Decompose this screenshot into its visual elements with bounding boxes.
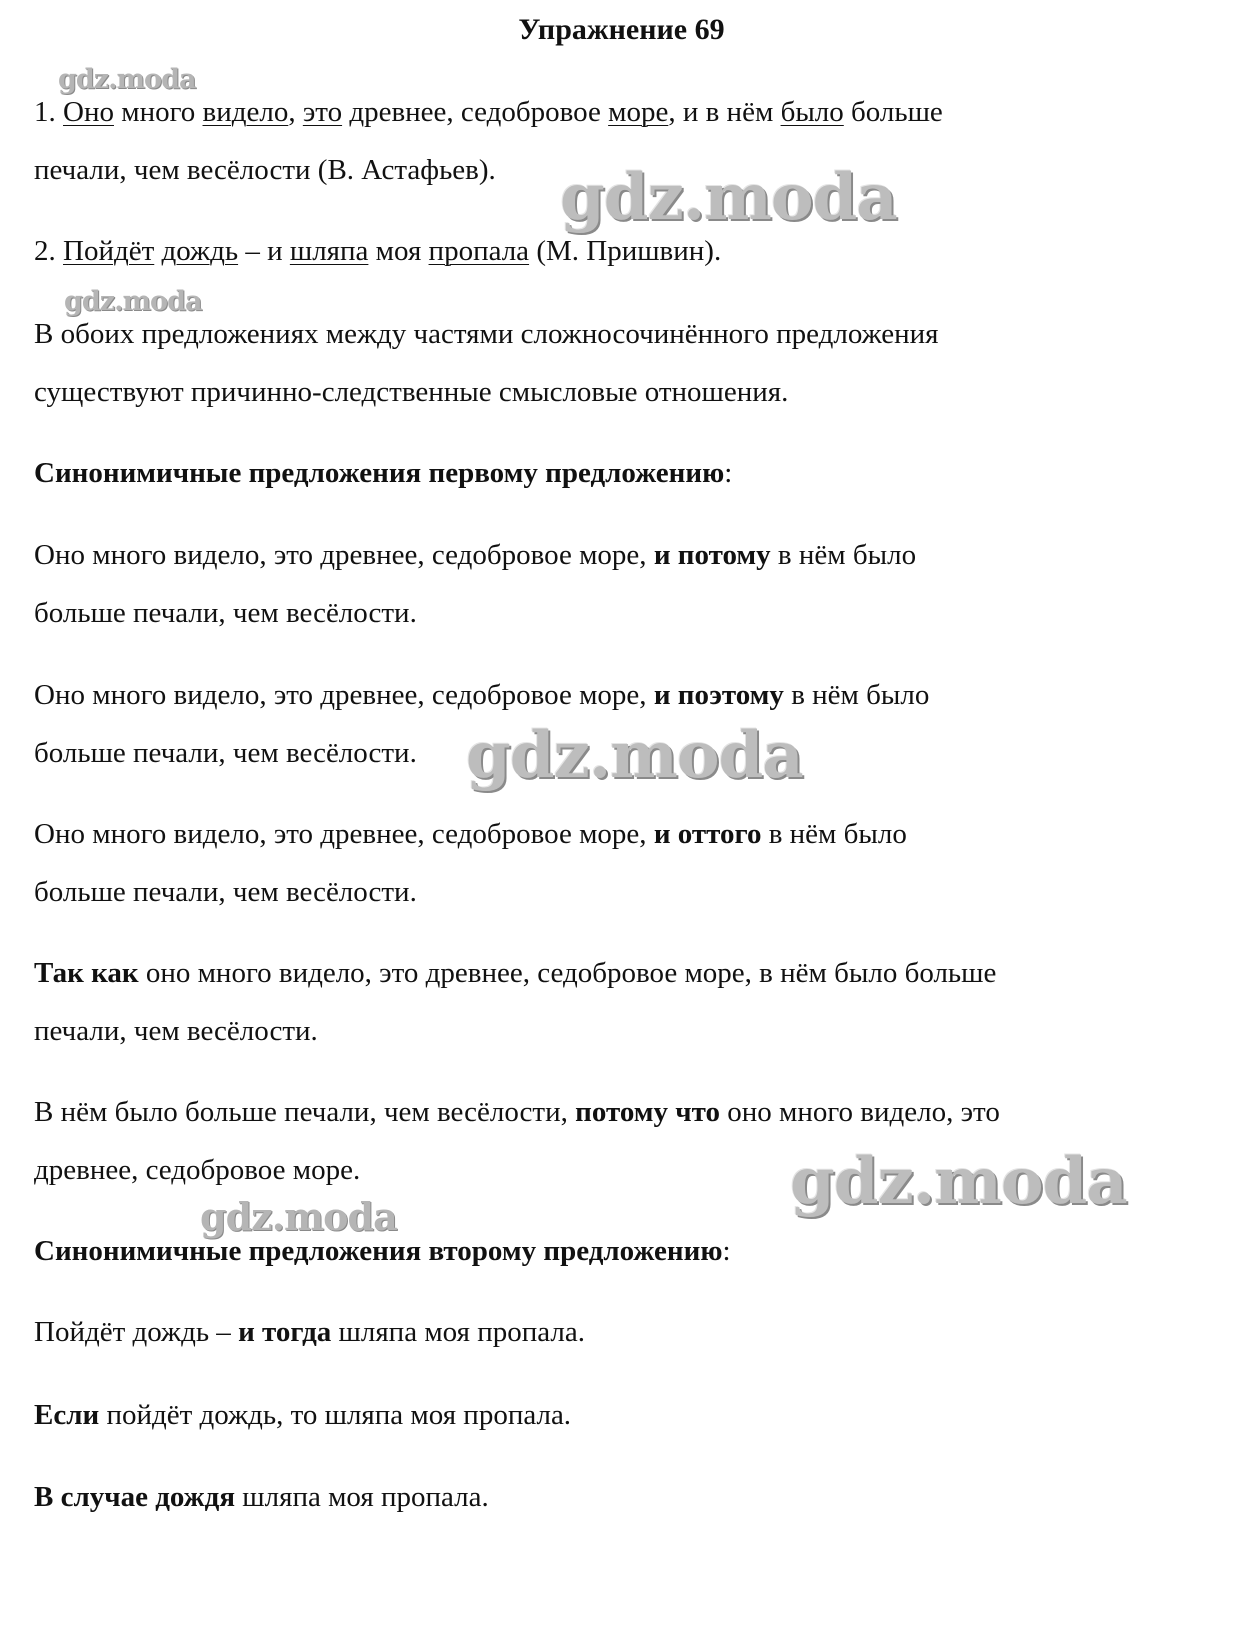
text-run: в нём было	[770, 539, 917, 571]
explanation-line-1: В обоих предложениях между частями сложносочинённого предложения	[34, 318, 939, 350]
heading-colon: :	[722, 1235, 731, 1267]
text-run	[154, 235, 161, 267]
text-run: Оно много видело, это древнее, седобровое море,	[34, 539, 654, 571]
watermark: gdz.moda	[790, 1144, 1127, 1219]
predicate-underlined: пропала	[428, 235, 530, 267]
subject-underlined: дождь	[161, 235, 239, 267]
text-run: пойдёт дождь, то шляпа моя пропала.	[99, 1399, 572, 1431]
predicate-underlined: видело	[202, 96, 289, 128]
text-run: Оно много видело, это древнее, седобровое море,	[34, 818, 654, 850]
text-run: оно много видело, это древнее, седобровое море, в нём было больше	[138, 957, 997, 989]
text-run: больше	[843, 96, 943, 128]
text-run: в нём было	[783, 679, 930, 711]
watermark: gdz.moda	[58, 64, 196, 95]
text-run: ,	[288, 96, 303, 128]
text-run: Пойдёт дождь –	[34, 1316, 239, 1348]
synonym-1a-line-2: больше печали, чем весёлости.	[34, 597, 417, 629]
text-run: оно много видело, это	[719, 1096, 1000, 1128]
predicate-underlined: Пойдёт	[63, 235, 155, 267]
subject-underlined: Оно	[63, 96, 114, 128]
synonym-1c-line-2: больше печали, чем весёлости.	[34, 876, 417, 908]
synonym-1c-line-1	[34, 814, 907, 854]
sentence-number: 2.	[34, 235, 56, 267]
conjunction-bold: потому что	[575, 1096, 720, 1128]
text-run: В нём было больше печали, чем весёлости,	[34, 1096, 576, 1128]
text-run: – и	[238, 235, 290, 267]
synonym-1d-line-1	[34, 953, 996, 993]
section-heading-2	[34, 1231, 731, 1271]
text-run: (М. Пришвин).	[529, 235, 722, 267]
subject-underlined: море	[608, 96, 669, 128]
conjunction-bold: и поэтому	[653, 679, 784, 711]
watermark: gdz.moda	[200, 1194, 397, 1239]
watermark: gdz.moda	[466, 718, 803, 793]
subject-underlined: шляпа	[289, 235, 369, 267]
synonym-1b-line-2: больше печали, чем весёлости.	[34, 737, 417, 769]
conjunction-bold: и потому	[653, 539, 771, 571]
text-run: много	[113, 96, 203, 128]
synonym-1b-line-1	[34, 675, 929, 715]
text-run: шляпа моя пропала.	[331, 1316, 585, 1348]
conjunction-bold: Так как	[34, 957, 139, 989]
synonym-2a	[34, 1312, 585, 1352]
synonym-1e-line-1	[34, 1092, 1000, 1132]
heading-text: Синонимичные предложения второму предложению	[34, 1235, 723, 1267]
sentence-number: 1.	[34, 96, 56, 128]
text-run: Оно много видело, это древнее, седобровое море,	[34, 679, 654, 711]
predicate-underlined: было	[780, 96, 844, 128]
conjunction-bold: Если	[34, 1399, 100, 1431]
watermark: gdz.moda	[64, 286, 202, 317]
page-title: Упражнение 69	[518, 13, 725, 46]
text-run: древнее, седобровое	[342, 96, 609, 128]
conjunction-bold: В случае дождя	[34, 1481, 236, 1513]
synonym-1a-line-1	[34, 535, 916, 575]
watermark: gdz.moda	[560, 160, 897, 235]
text-run: шляпа моя пропала.	[235, 1481, 489, 1513]
explanation-line-2: существуют причинно-следственные смысловые отношения.	[34, 376, 789, 408]
section-heading-1	[34, 453, 732, 493]
sentence-1-line-2: печали, чем весёлости (В. Астафьев).	[34, 154, 496, 186]
subject-underlined: это	[302, 96, 343, 128]
synonym-1e-line-2: древнее, седобровое море.	[34, 1154, 361, 1186]
heading-colon: :	[724, 457, 733, 489]
text-run: моя	[368, 235, 429, 267]
synonym-1d-line-2: печали, чем весёлости.	[34, 1015, 318, 1047]
synonym-2b	[34, 1395, 571, 1435]
synonym-2c	[34, 1477, 489, 1517]
sentence-2	[34, 231, 721, 271]
conjunction-bold: и оттого	[653, 818, 762, 850]
text-run: , и в нём	[668, 96, 781, 128]
text-run: в нём было	[761, 818, 907, 850]
heading-text: Синонимичные предложения первому предложению	[34, 457, 725, 489]
sentence-1-line-1	[34, 92, 943, 132]
conjunction-bold: и тогда	[238, 1316, 332, 1348]
